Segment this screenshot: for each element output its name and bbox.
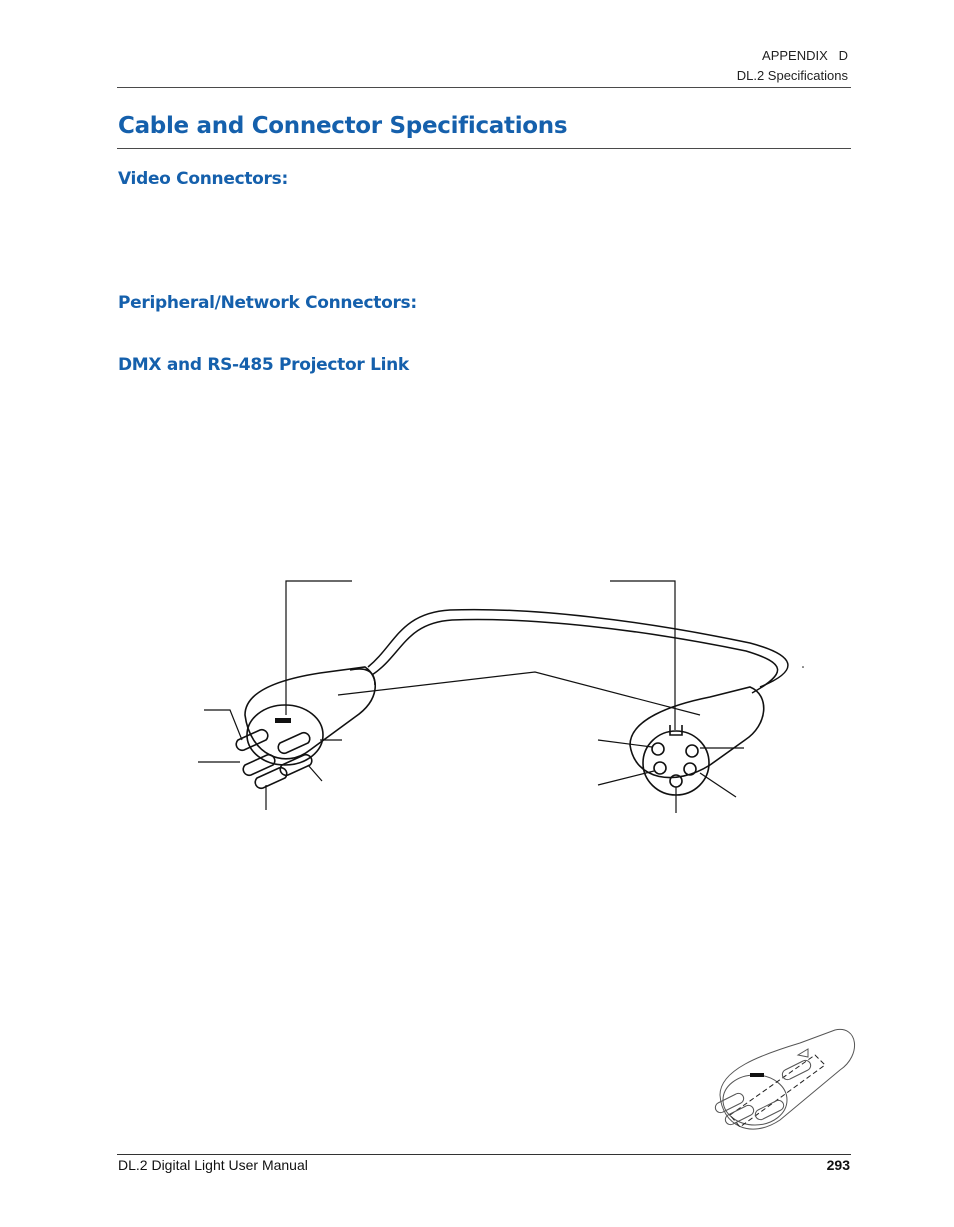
leader-lines [198,581,744,813]
header-rule [117,87,851,88]
peripheral-network-heading: Peripheral/Network Connectors: [118,293,417,313]
footer-rule [117,1154,851,1155]
female-xlr-connector [630,687,764,795]
cable [368,610,788,687]
footer-manual-title: DL.2 Digital Light User Manual [118,1157,308,1173]
running-header [737,46,848,86]
title-rule [117,148,851,149]
male-xlr-connector [236,667,375,788]
connector-thumbnail [700,1015,860,1140]
section-label: DL.2 Specifications [736,68,848,83]
dmx-rs485-heading: DMX and RS-485 Projector Link [118,355,409,375]
appendix-label: APPENDIX D [762,48,848,63]
video-connectors-heading: Video Connectors: [118,169,288,189]
dmx-cable-diagram [190,575,820,820]
page-title: Cable and Connector Specifications [118,113,568,139]
page-number: 293 [826,1157,850,1173]
